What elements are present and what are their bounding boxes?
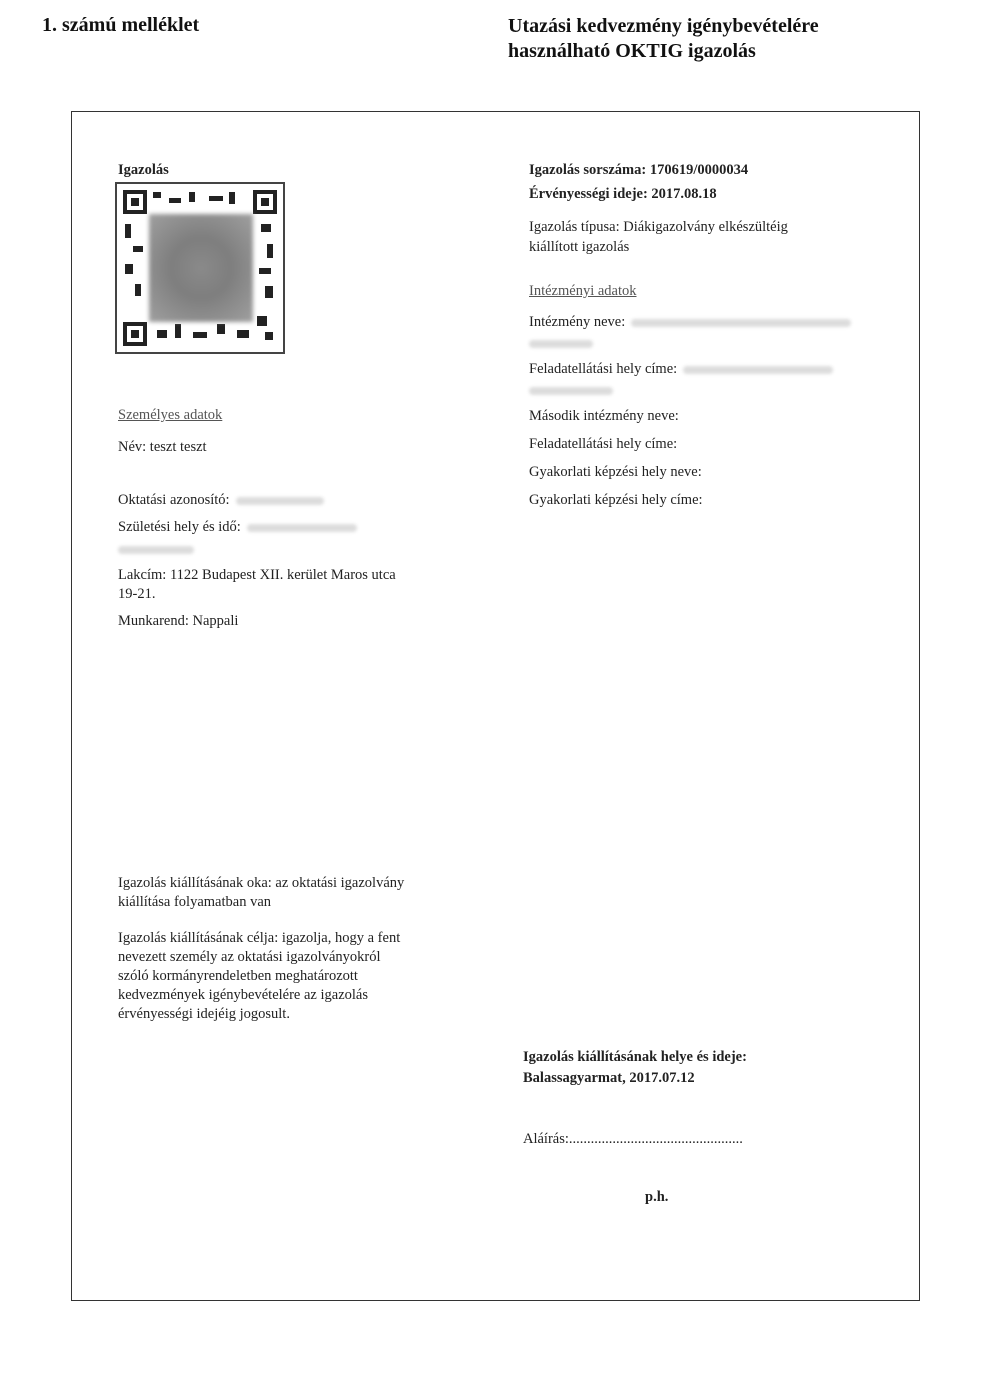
- qr-module: [153, 192, 161, 198]
- birth-row-2: [118, 540, 194, 558]
- institution-name-label: Intézmény neve:: [529, 314, 626, 330]
- issue-purpose-line-2: nevezett személy az oktatási igazolványokról: [118, 949, 381, 965]
- task-place-row: [529, 360, 833, 378]
- document-title-line-2: használható OKTIG igazolás: [508, 40, 756, 62]
- qr-finder-top-right: [253, 190, 277, 214]
- qr-redacted-area: [149, 214, 253, 322]
- qr-module: [133, 246, 143, 252]
- institution-heading: Intézményi adatok: [529, 283, 637, 299]
- qr-module: [229, 192, 235, 204]
- qr-module: [257, 316, 267, 326]
- task-place-row-2: [529, 381, 613, 399]
- qr-module: [217, 324, 225, 334]
- redacted-value: [529, 387, 613, 395]
- certificate-type-line-1: Igazolás típusa: Diákigazolvány elkészültéig: [529, 219, 788, 235]
- work-schedule: Munkarend: Nappali: [118, 613, 239, 629]
- certificate-heading: Igazolás: [118, 162, 169, 178]
- redacted-value: [529, 340, 593, 348]
- issue-reason-line-1: Igazolás kiállításának oka: az oktatási igazolvány: [118, 875, 405, 891]
- annex-label: 1. számú melléklet: [42, 14, 200, 36]
- qr-module: [209, 196, 223, 201]
- validity-date: Érvényességi ideje: 2017.08.18: [529, 186, 717, 202]
- qr-module: [135, 284, 141, 296]
- qr-module: [265, 286, 273, 298]
- qr-module: [125, 264, 133, 274]
- issue-place-date-label: Igazolás kiállításának helye és ideje:: [523, 1049, 747, 1065]
- address-line-2: 19-21.: [118, 586, 156, 602]
- issue-purpose-line-3: szóló kormányrendeletben meghatározott: [118, 968, 358, 984]
- certificate-type-line-2: kiállított igazolás: [529, 239, 630, 255]
- redacted-value: [118, 546, 194, 554]
- institution-name-row: [529, 313, 851, 331]
- qr-module: [267, 244, 273, 258]
- redacted-value: [683, 366, 833, 374]
- document-title-line-1: Utazási kedvezmény igénybevételére: [508, 15, 819, 37]
- edu-id-label: Oktatási azonosító:: [118, 492, 230, 508]
- edu-id-row: [118, 491, 324, 509]
- qr-module: [125, 224, 131, 238]
- name-field: Név: teszt teszt: [118, 439, 207, 455]
- practice-place-address: Gyakorlati képzési hely címe:: [529, 492, 703, 508]
- redacted-value: [247, 524, 357, 532]
- qr-finder-top-left: [123, 190, 147, 214]
- qr-module: [189, 192, 195, 202]
- qr-module: [157, 330, 167, 338]
- issue-purpose-line-1: Igazolás kiállításának célja: igazolja, hogy a fent: [118, 930, 401, 946]
- second-institution: Második intézmény neve:: [529, 408, 679, 424]
- institution-name-row-2: [529, 334, 593, 352]
- qr-finder-bottom-left: [123, 322, 147, 346]
- issue-purpose-line-4: kedvezmények igénybevételére az igazolás: [118, 987, 368, 1003]
- practice-place-name: Gyakorlati képzési hely neve:: [529, 464, 702, 480]
- qr-module: [259, 268, 271, 274]
- personal-data-heading: Személyes adatok: [118, 407, 223, 423]
- issue-purpose-line-5: érvényességi idejéig jogosult.: [118, 1006, 290, 1022]
- redacted-value: [631, 319, 851, 327]
- qr-module: [193, 332, 207, 338]
- qr-module: [261, 224, 271, 232]
- task-place-label: Feladatellátási hely címe:: [529, 361, 678, 377]
- issue-reason-line-2: kiállítása folyamatban van: [118, 894, 272, 910]
- qr-module: [265, 332, 273, 340]
- address-line-1: Lakcím: 1122 Budapest XII. kerület Maros utca: [118, 567, 396, 583]
- stamp-placeholder: p.h.: [645, 1189, 669, 1205]
- qr-code: [115, 182, 285, 354]
- qr-module: [237, 330, 249, 338]
- document-title: [508, 14, 819, 64]
- qr-module: [175, 324, 181, 338]
- qr-module: [169, 198, 181, 203]
- redacted-value: [236, 497, 324, 505]
- task-place-2: Feladatellátási hely címe:: [529, 436, 678, 452]
- signature-line: Aláírás:................................................: [523, 1131, 743, 1147]
- birth-row: [118, 518, 357, 536]
- issue-place-date-value: Balassagyarmat, 2017.07.12: [523, 1070, 695, 1086]
- birth-label: Születési hely és idő:: [118, 519, 241, 535]
- serial-number: Igazolás sorszáma: 170619/0000034: [529, 162, 749, 178]
